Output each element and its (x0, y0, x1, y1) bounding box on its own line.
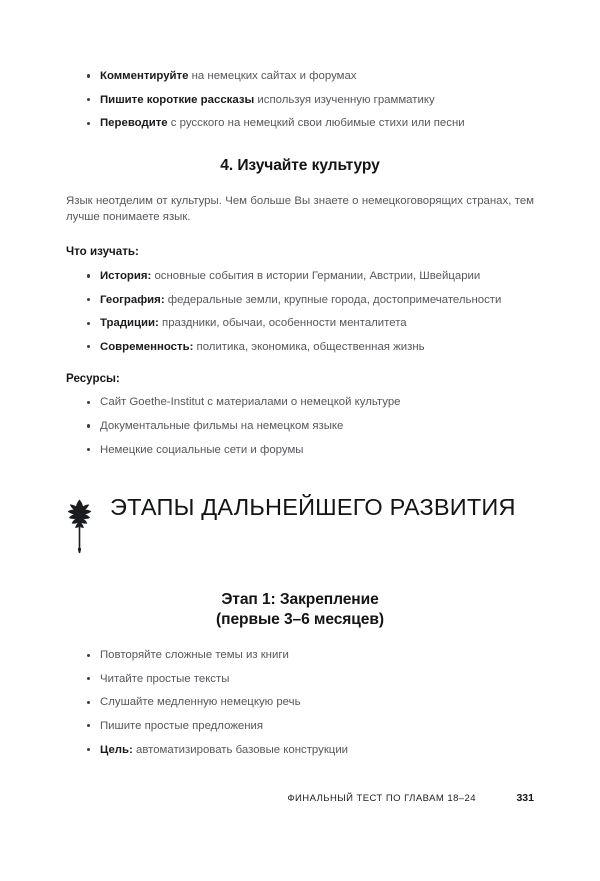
list-item-text: с русского на немецкий свои любимые стихи или песни (167, 117, 465, 130)
list-item-label: Комментируйте (100, 70, 189, 82)
stage-items-list (66, 647, 534, 758)
bullet-icon (87, 345, 90, 348)
page-content (66, 68, 534, 758)
list-item (66, 315, 534, 332)
list-item (66, 418, 534, 435)
bullet-icon (87, 298, 90, 301)
list-item-text: Сайт Goethe-Institut с материалами о немецкой культуре (100, 396, 401, 409)
list-item-text: основные события в истории Германии, Австрии, Швейцарии (151, 269, 481, 282)
list-item (66, 647, 534, 664)
bullet-icon (87, 448, 90, 451)
bullet-icon (87, 724, 90, 727)
list-item-label: История: (100, 269, 152, 282)
oak-leaf-icon (66, 494, 93, 560)
page-footer (66, 792, 534, 804)
list-item (66, 339, 534, 356)
list-item-label: Пишите короткие рассказы (100, 93, 255, 106)
list-item (66, 92, 534, 109)
list-item-text: используя изученную грамматику (254, 93, 435, 106)
list-item-text: автоматизировать базовые конструкции (132, 743, 349, 756)
list-item (66, 292, 534, 309)
bullet-icon (87, 274, 90, 277)
list-item (66, 394, 534, 411)
bullet-icon (87, 98, 90, 101)
list-item-text: праздники, обычаи, особенности менталитета (158, 317, 407, 330)
bullet-icon (87, 424, 90, 427)
list-item (66, 718, 534, 735)
resources-list (66, 394, 534, 458)
bullet-icon (87, 322, 90, 325)
what-to-study-list (66, 268, 534, 355)
bullet-icon (87, 401, 90, 404)
list-item (66, 68, 534, 85)
bullet-icon (87, 122, 90, 125)
stages-heading: ЭТАПЫ ДАЛЬНЕЙШЕГО РАЗВИТИЯ (110, 494, 516, 521)
list-item (66, 442, 534, 459)
list-item-label: Переводите (100, 117, 168, 130)
list-item-text: Документальные фильмы на немецком языке (100, 419, 344, 432)
stage-title-line2: (первые 3–6 месяцев) (216, 611, 384, 629)
list-item-label: Цель: (100, 743, 133, 756)
bullet-icon (87, 748, 90, 751)
stages-heading-block (66, 494, 534, 560)
list-item-text: политика, экономика, общественная жизнь (193, 340, 425, 353)
resources-label: Ресурсы: (66, 372, 120, 386)
bullet-icon (87, 654, 90, 657)
list-item-text: федеральные земли, крупные города, достопримечательности (164, 293, 502, 306)
list-item-text: на немецких сайтах и форумах (188, 70, 357, 82)
footer-chapter-title: ФИНАЛЬНЫЙ ТЕСТ ПО ГЛАВАМ 18–24 (287, 793, 476, 804)
bullet-icon (87, 677, 90, 680)
list-item (66, 268, 534, 285)
list-item-label: Традиции: (100, 317, 159, 330)
culture-heading: 4. Изучайте культуру (220, 156, 380, 174)
list-item (66, 115, 534, 132)
list-item (66, 694, 534, 711)
stage-title-line1: Этап 1: Закрепление (221, 591, 379, 609)
culture-intro: Язык неотделим от культуры. Чем больше Вы знаете о немецкоговорящих странах, тем лучше понимаете язык. (66, 194, 534, 224)
what-to-study-label: Что изучать: (66, 244, 139, 258)
list-item-text: Повторяйте сложные темы из книги (100, 649, 289, 662)
footer-page-number: 331 (516, 792, 534, 804)
list-item-label: География: (100, 293, 165, 306)
list-item-text: Немецкие социальные сети и форумы (100, 443, 304, 456)
list-item-text: Слушайте медленную немецкую речь (100, 696, 301, 709)
list-item-label: Современность: (100, 340, 194, 353)
list-item-text: Пишите простые предложения (100, 719, 264, 732)
bullet-icon (87, 701, 90, 704)
list-item-text: Читайте простые тексты (100, 672, 230, 685)
practice-list (66, 68, 534, 132)
list-item (66, 742, 534, 759)
bullet-icon (87, 74, 90, 77)
list-item (66, 671, 534, 688)
